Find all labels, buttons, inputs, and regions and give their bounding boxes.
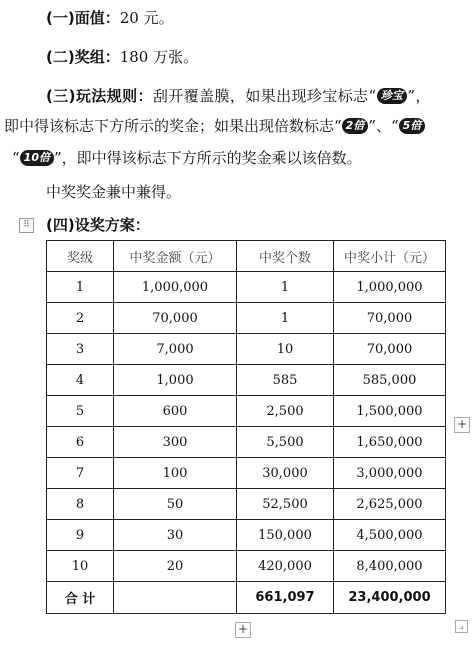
- cell-count: 10: [237, 334, 334, 365]
- table-row: [47, 303, 446, 334]
- header-level: 奖级: [47, 241, 114, 272]
- cell-amount: 7,000: [114, 334, 237, 365]
- prize-table: [46, 240, 446, 614]
- total-count: 661,097: [237, 582, 334, 614]
- face-value-text: 20 元。: [119, 9, 174, 27]
- cell-level: 5: [47, 396, 114, 427]
- face-value-label: (一)面值：: [46, 9, 120, 27]
- cell-amount: 300: [114, 427, 237, 458]
- header-count: 中奖个数: [237, 241, 334, 272]
- cell-count: 5,500: [237, 427, 334, 458]
- table-total-row: [47, 582, 446, 614]
- multiplier-2x-badge-icon: 2倍: [342, 118, 369, 134]
- cell-subtotal: 70,000: [334, 303, 446, 334]
- cell-count: 1: [237, 272, 334, 303]
- cell-level: 2: [47, 303, 114, 334]
- rules-line1-end: ”，: [407, 87, 431, 105]
- cell-count: 585: [237, 365, 334, 396]
- cell-subtotal: 70,000: [334, 334, 446, 365]
- rules-text-1: 刮开覆盖膜，如果出现珍宝标志“: [152, 87, 377, 105]
- add-row-button[interactable]: +: [235, 622, 251, 638]
- cell-amount: 1,000: [114, 365, 237, 396]
- cell-level: 7: [47, 458, 114, 489]
- prize-group-label: (二)奖组：: [46, 48, 120, 66]
- cell-level: 8: [47, 489, 114, 520]
- combined-line: 中奖奖金兼中兼得。: [46, 183, 182, 201]
- cell-level: 1: [47, 272, 114, 303]
- rules-line-3: [12, 148, 362, 168]
- header-subtotal: 中奖小计（元）: [334, 241, 446, 272]
- cell-level: 10: [47, 551, 114, 582]
- table-row: [47, 520, 446, 551]
- rules-label: (三)玩法规则：: [46, 87, 153, 105]
- cell-count: 2,500: [237, 396, 334, 427]
- total-subtotal: 23,400,000: [334, 582, 446, 614]
- table-row: [47, 489, 446, 520]
- cell-subtotal: 1,650,000: [334, 427, 446, 458]
- cell-amount: 50: [114, 489, 237, 520]
- cell-subtotal: 1,000,000: [334, 272, 446, 303]
- scheme-label: (四)设奖方案：: [46, 216, 150, 234]
- cell-amount: 600: [114, 396, 237, 427]
- cell-count: 150,000: [237, 520, 334, 551]
- cell-level: 3: [47, 334, 114, 365]
- cell-subtotal: 4,500,000: [334, 520, 446, 551]
- cell-amount: 30: [114, 520, 237, 551]
- cell-subtotal: 1,500,000: [334, 396, 446, 427]
- table-row: [47, 365, 446, 396]
- prize-group-line: [46, 47, 198, 67]
- rules-text-2: 即中得该标志下方所示的奖金；如果出现倍数标志“: [4, 117, 342, 135]
- cell-count: 30,000: [237, 458, 334, 489]
- multiplier-10x-badge-icon: 10倍: [20, 150, 54, 166]
- multiplier-5x-badge-icon: 5倍: [399, 118, 426, 134]
- cell-count: 1: [237, 303, 334, 334]
- header-amount: 中奖金额（元）: [114, 241, 237, 272]
- cell-count: 52,500: [237, 489, 334, 520]
- rules-line-2: [4, 116, 425, 136]
- badge-separator: ”、“: [368, 117, 399, 135]
- table-row: [47, 396, 446, 427]
- table-header-row: [47, 241, 446, 272]
- treasure-badge-icon: 珍宝: [377, 88, 408, 104]
- cell-amount: 70,000: [114, 303, 237, 334]
- table-row: [47, 334, 446, 365]
- cell-subtotal: 3,000,000: [334, 458, 446, 489]
- table-row: [47, 551, 446, 582]
- add-column-button[interactable]: +: [454, 417, 470, 433]
- cell-subtotal: 2,625,000: [334, 489, 446, 520]
- table-row: [47, 427, 446, 458]
- cell-subtotal: 8,400,000: [334, 551, 446, 582]
- rules-line-1: [46, 86, 431, 106]
- table-move-handle-icon[interactable]: ⠿: [19, 218, 34, 233]
- face-value-line: [46, 8, 174, 28]
- cell-amount: 20: [114, 551, 237, 582]
- table-row: [47, 458, 446, 489]
- rules-open-quote: “: [12, 149, 20, 167]
- total-amount: [114, 582, 237, 614]
- table-resize-handle-icon[interactable]: ⌟: [455, 620, 468, 633]
- total-label: 合 计: [47, 582, 114, 614]
- prize-group-text: 180 万张。: [119, 48, 199, 66]
- cell-count: 420,000: [237, 551, 334, 582]
- cell-amount: 100: [114, 458, 237, 489]
- cell-level: 6: [47, 427, 114, 458]
- rules-text-3: ”，即中得该标志下方所示的奖金乘以该倍数。: [53, 149, 362, 167]
- cell-level: 9: [47, 520, 114, 551]
- cell-amount: 1,000,000: [114, 272, 237, 303]
- cell-subtotal: 585,000: [334, 365, 446, 396]
- table-row: [47, 272, 446, 303]
- cell-level: 4: [47, 365, 114, 396]
